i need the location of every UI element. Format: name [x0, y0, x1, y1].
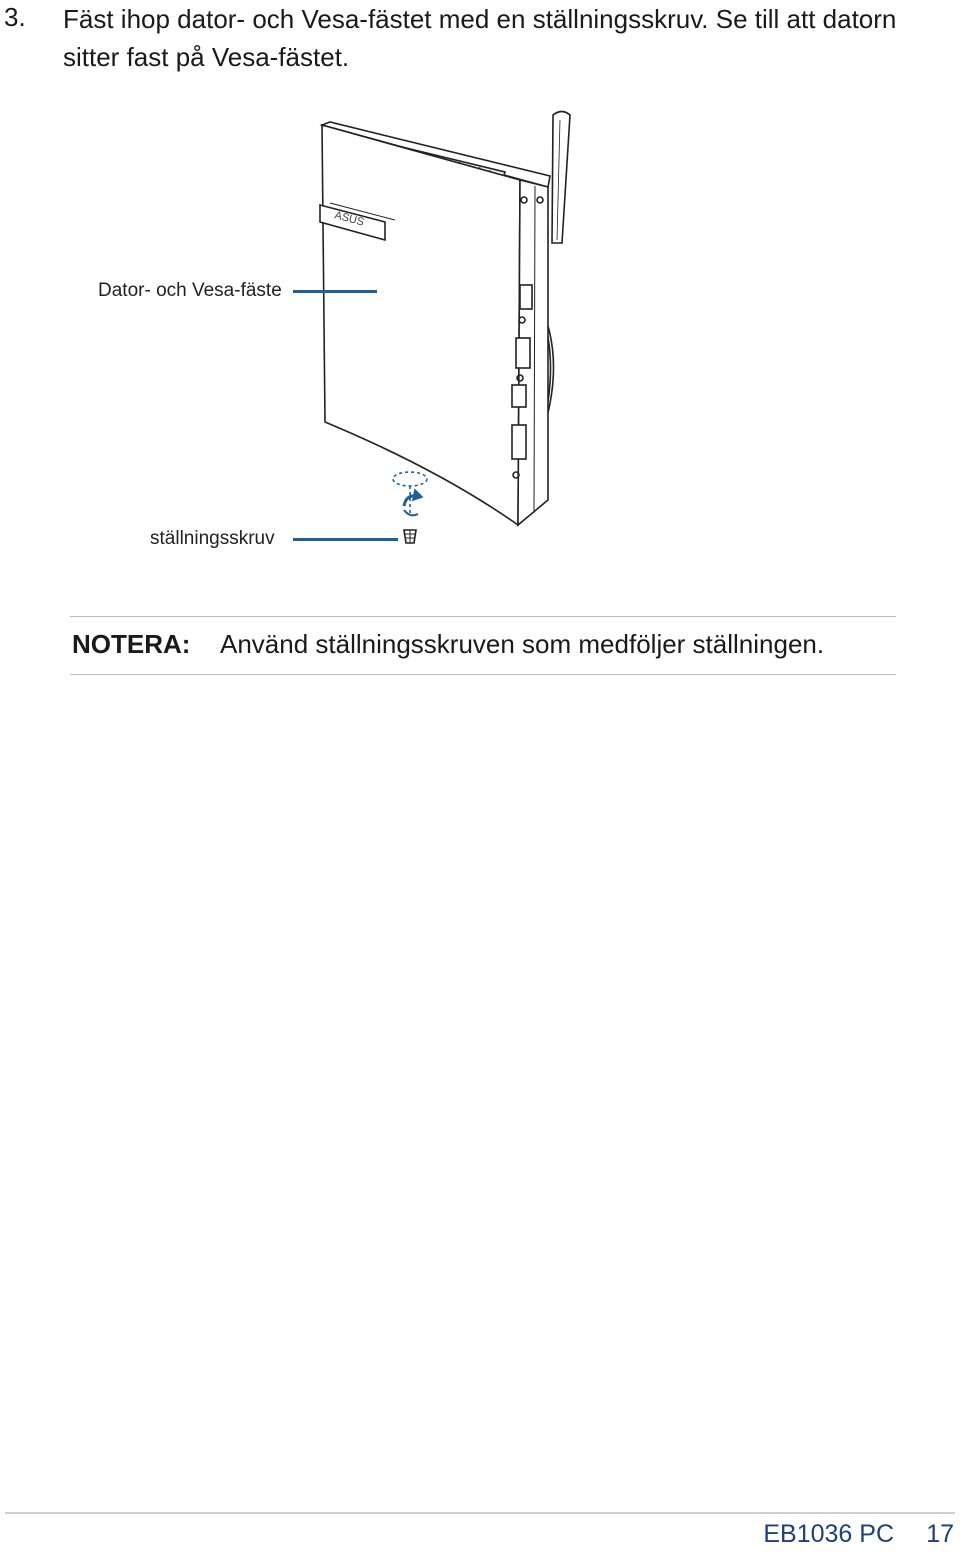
- screw-callout-line: [293, 538, 398, 541]
- step-text: Fäst ihop dator- och Vesa-fästet med en ställningsskruv. Se till att datorn sitter fast på Vesa-fästet.: [63, 4, 897, 72]
- screw-icon: [404, 530, 416, 543]
- page-number: 17: [926, 1520, 954, 1548]
- note-label: NOTERA:: [72, 629, 191, 659]
- mount-label: Dator- och Vesa-fäste: [98, 280, 282, 301]
- footer-rule: [5, 1512, 955, 1514]
- screw-label: ställningsskruv: [150, 528, 275, 549]
- logo-text: ASUS: [333, 209, 366, 229]
- note-bottom-rule: [70, 674, 896, 675]
- mount-callout-line: [293, 290, 377, 293]
- note-top-rule: [70, 616, 896, 617]
- note-text: Använd ställningsskruven som medföljer ställningen.: [220, 629, 825, 659]
- footer-product: EB1036 PC: [763, 1520, 894, 1548]
- step-number: 3.: [4, 2, 26, 32]
- mounting-illustration: [0, 100, 960, 570]
- pc-mount-drawing: [0, 100, 960, 570]
